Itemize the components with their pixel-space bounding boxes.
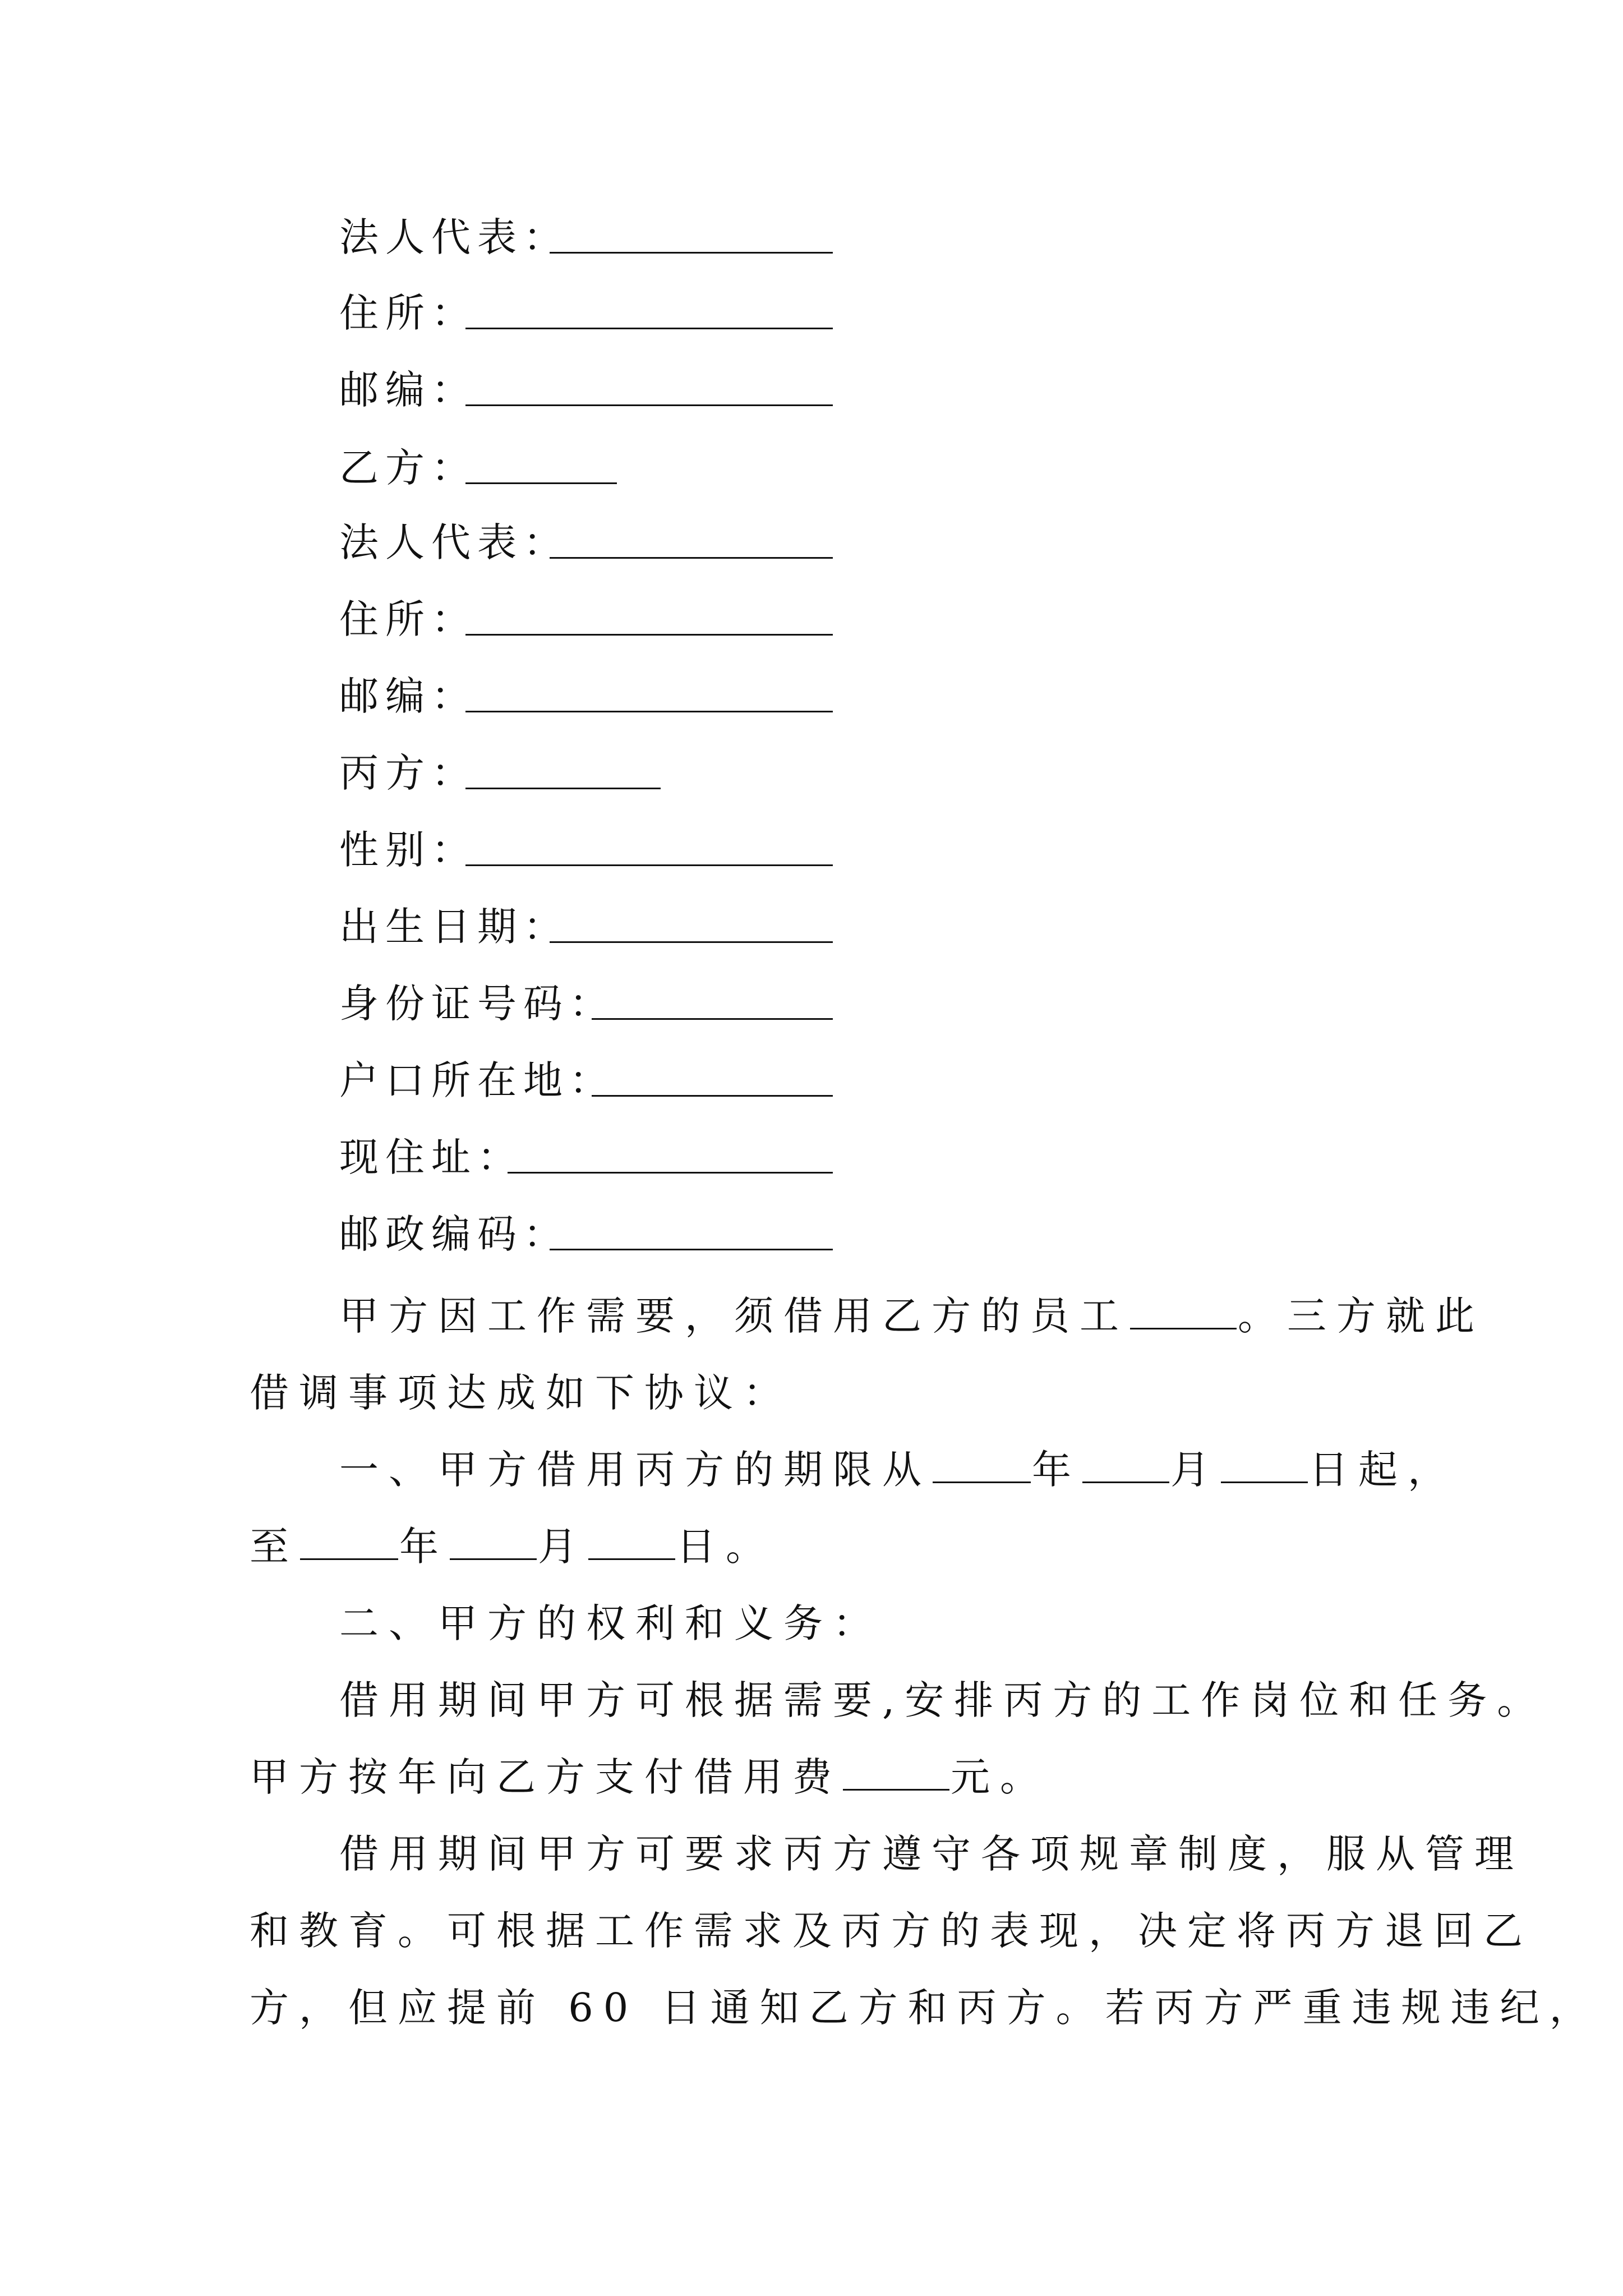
- article-2-heading: [250, 1585, 1433, 1662]
- text-line: 借调事项达成如下协议：: [250, 1370, 792, 1416]
- blank-line: [465, 711, 833, 712]
- field-party-a-address: [339, 282, 477, 344]
- text-line: [250, 1508, 1433, 1585]
- field-label: 丙方：: [339, 750, 477, 796]
- text-segment: 甲方因工作需要，须借用乙方的员工: [339, 1293, 1129, 1339]
- blank-line: [508, 1172, 833, 1174]
- text-segment: 。三方就此: [1238, 1293, 1484, 1339]
- text-segment: 元。: [951, 1754, 1049, 1800]
- field-label: 法人代表：: [339, 519, 569, 565]
- field-label: 出生日期：: [339, 904, 569, 950]
- text-line: 借用期间甲方可要求丙方遵守各项规章制度，服从管理: [339, 1831, 1524, 1877]
- text-line: [250, 1432, 1457, 1508]
- blank-line: [843, 1756, 949, 1791]
- blank-line: [588, 1526, 675, 1560]
- text-segment: 一、甲方借用丙方的期限从: [339, 1447, 932, 1493]
- blank-line: [1082, 1449, 1169, 1483]
- blank-line: [550, 1249, 833, 1250]
- blank-line: [465, 788, 661, 789]
- field-party-b-address: [339, 588, 477, 650]
- field-party-b-legal-rep: [339, 512, 569, 573]
- field-label: 现住址：: [339, 1134, 523, 1180]
- text-segment: 至: [250, 1524, 299, 1570]
- field-label: 邮编：: [339, 367, 477, 413]
- text-line: 二、甲方的权利和义务：: [339, 1600, 882, 1646]
- blank-line: [465, 864, 833, 866]
- text-line: 借用期间甲方可根据需要,安排丙方的工作岗位和任务。: [339, 1677, 1547, 1723]
- text-segment: 年: [399, 1524, 449, 1570]
- blank-line: [465, 634, 833, 636]
- article-1-term: [250, 1432, 1457, 1585]
- field-party-b-postcode: [339, 665, 477, 727]
- text-segment: 日。: [676, 1524, 775, 1570]
- field-label: 乙方：: [339, 445, 477, 491]
- rights-paragraph-2: [250, 1816, 1599, 2046]
- blank-line: [450, 1526, 537, 1560]
- blank-line: [1130, 1295, 1237, 1329]
- field-party-a-postcode: [339, 359, 477, 421]
- blank-line: [592, 1095, 833, 1097]
- text-segment: 年: [1032, 1447, 1081, 1493]
- field-gender: [339, 819, 477, 881]
- field-party-b: [339, 437, 477, 499]
- blank-line: [465, 328, 833, 329]
- blank-line: [1221, 1449, 1308, 1483]
- field-label: 住所：: [339, 290, 477, 336]
- field-birth-date: [339, 896, 569, 958]
- field-postal-code: [339, 1203, 569, 1265]
- blank-line: [550, 252, 833, 254]
- field-label: 身份证号码：: [339, 981, 615, 1027]
- text-segment: 月: [538, 1524, 587, 1570]
- rights-paragraph-1: [250, 1662, 1547, 1816]
- text-line: [250, 1278, 1484, 1355]
- blank-line: [300, 1526, 398, 1560]
- field-label: 法人代表：: [339, 214, 569, 260]
- blank-line: [465, 404, 833, 406]
- blank-line: [933, 1449, 1031, 1483]
- text-line: [250, 1739, 1433, 1816]
- field-household-registration: [339, 1050, 615, 1111]
- field-current-address: [339, 1126, 523, 1188]
- text-line: 方，但应提前 60 日通知乙方和丙方。若丙方严重违规违纪，: [250, 1985, 1599, 2031]
- field-party-c: [339, 742, 477, 804]
- field-party-a-legal-rep: [339, 206, 569, 268]
- intro-paragraph: [250, 1278, 1484, 1432]
- blank-line: [465, 482, 617, 484]
- field-label: 邮编：: [339, 673, 477, 719]
- blank-line: [550, 557, 833, 559]
- blank-line: [550, 941, 833, 943]
- field-id-number: [339, 973, 615, 1034]
- field-label: 住所：: [339, 596, 477, 642]
- field-label: 户口所在地：: [339, 1057, 615, 1103]
- text-segment: 日起，: [1309, 1447, 1457, 1493]
- field-label: 性别：: [339, 827, 477, 873]
- blank-line: [592, 1018, 833, 1020]
- text-line: 和教育。可根据工作需求及丙方的表现，决定将丙方退回乙: [250, 1908, 1533, 1954]
- text-segment: 月: [1170, 1447, 1220, 1493]
- text-segment: 甲方按年向乙方支付借用费: [250, 1754, 842, 1800]
- field-label: 邮政编码：: [339, 1211, 569, 1257]
